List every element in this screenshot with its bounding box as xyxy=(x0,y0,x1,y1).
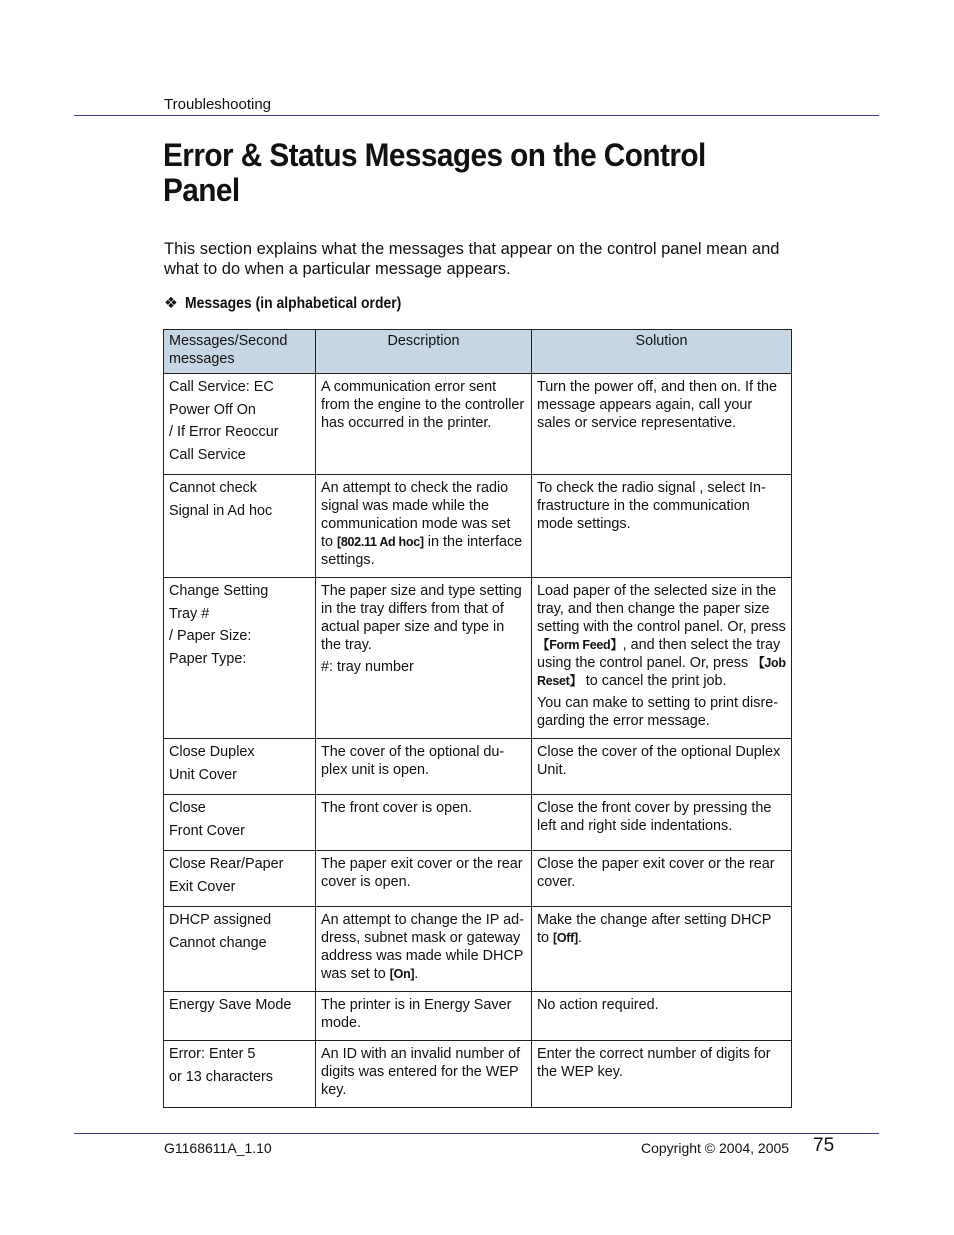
solution-text: Close the paper exit cover or the rear cover. xyxy=(537,856,775,890)
description-cell xyxy=(316,475,532,578)
description-text: An ID with an invalid number of digits was entered for the WEP key. xyxy=(321,1046,521,1098)
description-text: in the interface settings. xyxy=(321,534,523,568)
description-text: The cover of the optional du-plex unit is open. xyxy=(321,744,505,778)
solution-text: To check the radio signal , select In-frastructure in the communication mode settings. xyxy=(537,480,766,532)
solution-text: , and then select the tray using the control panel. Or, press xyxy=(537,637,781,671)
description-cell xyxy=(316,795,532,851)
column-header-messages: Messages/Second messages xyxy=(164,330,316,374)
message-cell xyxy=(164,374,316,475)
setting-keyword: [Off] xyxy=(553,931,578,945)
message-line: Front Cover xyxy=(169,822,245,839)
message-cell xyxy=(164,578,316,739)
message-line: / Paper Size: xyxy=(169,628,252,644)
key-form-feed: 【Form Feed】 xyxy=(537,638,623,652)
setting-keyword: [On] xyxy=(389,967,415,981)
table-row xyxy=(164,992,792,1041)
intro-paragraph: This section explains what the messages that appear on the control panel mean and what to do when a particular message appears. xyxy=(164,240,780,278)
solution-text: . xyxy=(577,930,582,946)
message-line: DHCP assigned xyxy=(169,912,272,928)
description-cell xyxy=(316,739,532,795)
setting-keyword: [802.11 Ad hoc] xyxy=(337,535,424,549)
table-row xyxy=(164,907,792,992)
solution-cell xyxy=(532,475,792,578)
description-cell xyxy=(316,907,532,992)
message-cell xyxy=(164,739,316,795)
message-line: Exit Cover xyxy=(169,878,236,895)
description-text: An attempt to change the IP ad-dress, subnet mask or gateway address was made while DHCP was set to xyxy=(321,912,524,982)
solution-text: to cancel the print job. xyxy=(581,673,727,689)
solution-text: Close the front cover by pressing the left and right side indentations. xyxy=(537,800,772,834)
table-row xyxy=(164,795,792,851)
messages-subheading xyxy=(164,294,425,313)
description-text: The printer is in Energy Saver mode. xyxy=(321,997,512,1031)
message-line: / If Error Reoccur xyxy=(169,424,279,440)
solution-text: Close the cover of the optional Duplex Unit. xyxy=(537,744,781,778)
message-line: Close Rear/Paper xyxy=(169,856,284,872)
page-title: Error & Status Messages on the Control Panel xyxy=(163,137,706,208)
message-cell xyxy=(164,992,316,1041)
column-header-solution: Solution xyxy=(532,330,792,374)
document-code: G1168611A_1.10 xyxy=(164,1140,272,1156)
message-line: Cannot check xyxy=(169,480,257,496)
solution-text: No action required. xyxy=(537,997,659,1013)
section-label: Troubleshooting xyxy=(164,96,272,113)
diamond-bullet-icon: ❖ xyxy=(164,295,178,312)
description-text: An attempt to check the radio signal was made while the communication mode was set to xyxy=(321,480,511,550)
header-rule xyxy=(74,115,879,116)
message-line: Call Service: EC xyxy=(169,379,274,395)
solution-text: Enter the correct number of digits for the WEP key. xyxy=(537,1046,771,1080)
messages-table xyxy=(163,329,792,1108)
description-text: The paper size and type setting in the tray differs from that of actual paper size and type in the tray. xyxy=(321,583,522,653)
solution-text: Load paper of the selected size in the tray, and then change the paper size setting with the control panel. Or, press xyxy=(537,583,786,635)
solution-cell xyxy=(532,739,792,795)
message-line: or 13 characters xyxy=(169,1068,273,1085)
description-text: A communication error sent from the engine to the controller has occurred in the printer. xyxy=(321,379,525,431)
description-note: #: tray number xyxy=(321,659,414,675)
table-header-row xyxy=(164,330,792,374)
description-cell xyxy=(316,851,532,907)
description-cell xyxy=(316,374,532,475)
table-row xyxy=(164,1041,792,1108)
copyright-text: Copyright © 2004, 2005 xyxy=(641,1140,790,1156)
message-line: Call Service xyxy=(169,446,246,463)
message-line: Energy Save Mode xyxy=(169,997,292,1013)
description-text: The paper exit cover or the rear cover is open. xyxy=(321,856,523,890)
key-job-reset: 【Job Reset】 xyxy=(537,656,786,688)
message-line: Cannot change xyxy=(169,934,267,951)
message-line: Error: Enter 5 xyxy=(169,1046,256,1062)
message-line: Signal in Ad hoc xyxy=(169,502,273,519)
table-row xyxy=(164,851,792,907)
message-line: Tray # xyxy=(169,605,210,622)
solution-cell xyxy=(532,851,792,907)
message-cell xyxy=(164,1041,316,1108)
message-cell xyxy=(164,475,316,578)
table-row xyxy=(164,475,792,578)
description-cell xyxy=(316,1041,532,1108)
table-row xyxy=(164,578,792,739)
solution-cell xyxy=(532,1041,792,1108)
message-cell xyxy=(164,907,316,992)
message-line: Change Setting xyxy=(169,583,269,599)
subheading-text: Messages (in alphabetical order) xyxy=(184,295,402,312)
description-cell xyxy=(316,578,532,739)
table-row xyxy=(164,739,792,795)
column-header-description: Description xyxy=(316,330,532,374)
solution-text: Turn the power off, and then on. If the message appears again, call your sales or service representative. xyxy=(537,379,778,431)
table-row xyxy=(164,374,792,475)
description-text: . xyxy=(414,966,419,982)
message-line: Unit Cover xyxy=(169,766,237,783)
message-line: Close xyxy=(169,800,206,816)
message-line: Power Off On xyxy=(169,401,256,418)
page-number: 75 xyxy=(813,1135,835,1156)
description-text: The front cover is open. xyxy=(321,800,473,816)
solution-note: You can make to setting to print disre-garding the error message. xyxy=(537,695,779,729)
message-cell xyxy=(164,795,316,851)
message-line: Close Duplex xyxy=(169,744,255,760)
solution-cell xyxy=(532,374,792,475)
solution-cell xyxy=(532,578,792,739)
message-line: Paper Type: xyxy=(169,650,247,667)
solution-cell xyxy=(532,907,792,992)
solution-cell xyxy=(532,795,792,851)
message-cell xyxy=(164,851,316,907)
solution-text: Make the change after setting DHCP to xyxy=(537,912,772,946)
solution-cell xyxy=(532,992,792,1041)
footer-rule xyxy=(74,1133,879,1134)
description-cell xyxy=(316,992,532,1041)
